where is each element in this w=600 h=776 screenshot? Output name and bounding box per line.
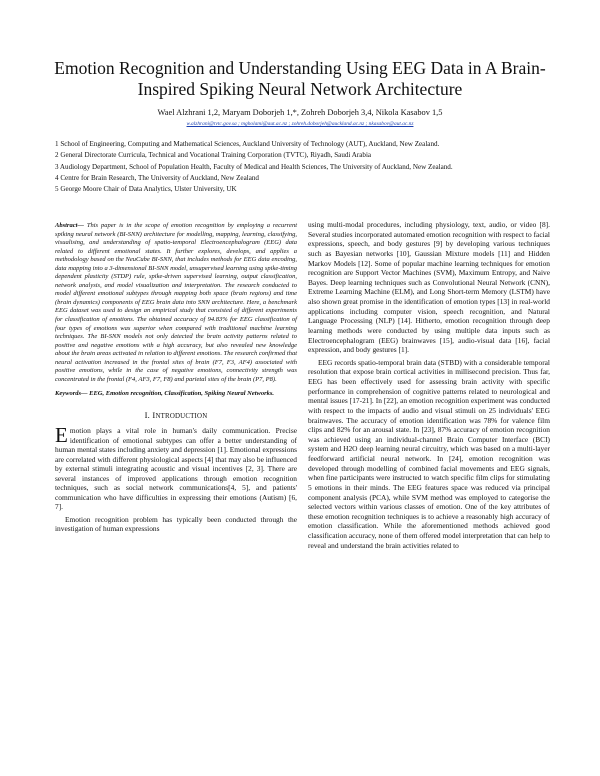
keywords-text: EEG, Emotion recognition, Classification, Spiking Neural Networks.: [87, 390, 275, 398]
section-number: I.: [144, 409, 151, 420]
author-list: Wael Alzhrani 1,2, Maryam Doborjeh 1,*, Zohreh Doborjeh 3,4, Nikola Kasabov 1,5: [157, 108, 443, 117]
drop-cap: E: [55, 422, 68, 447]
affiliation-list: [55, 139, 555, 195]
affiliation-item: 5 George Moore Chair of Data Analytics, Ulster University, UK: [55, 185, 237, 194]
affiliation-item: 4 Centre for Brain Research, The University of Auckland, New Zealand: [55, 173, 259, 182]
paragraph: Emotion recognition problem has typically been conducted through the investigation of human expressions: [55, 514, 297, 534]
paragraph: EEG records spatio-temporal brain data (STBD) with a considerable temporal resolution that expose brain cortical activities in millisecond precision. Thus far, EEG has been effectively used for assessing brain activity with specific performance in comprehension of cognitive patterns related to neurological and mental issues [17-21]. In [22], an emotion recognition experiment was conducted with respect to the impacts of audio and visual stimuli on 25 individuals' EEG brainwaves. The accuracy of emotion identification was 78% for valence film clips and 82% for an arousal state. In [23], 87% accuracy of emotion recognition was achieved using an individual-channel Brain Computer Interface (BCI) system and H2O deep learning neural circuitry, which was based on a multi-layer feedforward artificial neural network. In [24], emotion recognition was developed through modelling of combined facial movements and EEG signals, when fine participants were instructed to watch specific film clips for stimulating 5 emotions in their minds. The EEG features space was reduced via principal component analysis (PCA), while SVM method was employed to categorise the selected vectors within various classes of emotion. One of the key attributes of these emotion recognition techniques is to achieve a reasonably high accuracy of emotion classification. While the aforementioned methods achieved good classification accuracy, none of them offered model interpretation that can help to reveal and understand the brain activities related to: [308, 357, 550, 550]
keywords: [55, 390, 297, 399]
paragraph-text: motion plays a vital role in human's daily communication. Precise identification of emotional subtypes can offer a better understanding of human mental states including anxiety and depression [1]. Emotional expressions are correlated with different physiological aspects [4] that may also be influenced by external stimuli integrating acoustic and visual incentives [2, 3]. There are several instances of improved applications through emotion recognition techniques, such as social network communications[4, 5], and patients' communication who have difficulties in expressing their emotions (Autism) [6, 7].: [55, 425, 297, 512]
abstract: [55, 222, 297, 384]
right-column: [308, 220, 550, 553]
keywords-label: Keywords—: [55, 390, 88, 398]
affiliation-item: 1 School of Engineering, Computing and Mathematical Sciences, Auckland University of Technology (AUT), Auckland, New Zealand.: [55, 140, 440, 148]
introduction-text: [55, 422, 297, 534]
paragraph: using multi-modal procedures, including physiology, text, audio, or video [8]. Several studies incorporated automated emotion recognition with respect to facial expressions, speech, and body gestures [9] by developing various techniques such as Bayesian networks [10], Gaussian Mixture models [11] and Hidden Markov Models [12]. Some of popular machine learning techniques for emotion recognition are Support Vector Machines (SVM), Maximum Entropy, and Naive Bayes. Deep learning techniques such as Convolutional Neural Network (CNN), Extreme Learning Machine (ELM), and Long Short-term Memory (LSTM) have also shown great promise in the identification of emotion types [13] in real-world applications including computer vision, speech recognition, and Natural Language Processing (NLP) [14]. Hitherto, emotion recognition through deep learning methods were conducted by using multiple data inputs such as Electroencephalogram (EEG) brainwaves [15], audio-visual data [16], facial expression, and body gestures [1].: [308, 220, 550, 355]
left-column: [55, 222, 297, 537]
paragraph: [55, 422, 297, 512]
section-title-initial: I: [152, 409, 156, 420]
section-title-rest: NTRODUCTION: [155, 412, 208, 420]
paper-title: Emotion Recognition and Understanding Using EEG Data in A Brain-Inspired Spiking Neural Network Architecture: [54, 58, 546, 99]
abstract-label: Abstract—: [55, 222, 84, 229]
affiliation-item: 2 General Directorate Curricula, Technical and Vocational Training Corporation (TVTC), Riyadh, Saudi Arabia: [55, 151, 372, 160]
section-heading-introduction: [55, 410, 297, 420]
abstract-text: This paper is in the scope of emotion recognition by employing a recurrent spiking neural network (BI-SNN) architecture for modelling, mapping, learning, classifying, visualising, and understanding of spatio-temporal Electroencephalogram (EEG) data related to different emotional states. It further explores, develops, and applies a methodology based on the NeuCube BI-SNN, that includes methods for EEG data encoding, data mapping into a 3-dimensional BI-SNN model, unsupervised learning using spike-timing dependent plasticity (STDP) rule, spike-driven supervised learning, output classification, network analysis, and model visualization and interpretation. The research conducted to model different emotional subtypes through mapping both space (brain regions) and time (brain dynamics) components of EEG brain data into SNN architecture. Here, a benchmark EEG dataset was used to design an empirical study that consisted of different experiments for classification of emotions. The obtained accuracy of 94.83% for EEG classification of four types of emotions was superior when compared with traditional machine learning techniques. The BI-SNN models not only detected the brain activity patterns related to positive and negative emotions with a high accuracy, but also revealed new knowledge about the brain areas activated in relation to different emotions. The research confirmed that neural activation increased in the frontal sites of brain (F7, F3, AF4) associated with positive emotions, while in the case of negative emotions, connectivity strength was concentrated in the frontal (F4, AF3, F7, F8) and parietal sites of the brain (P7, P8).: [55, 222, 297, 383]
affiliation-item: 3 Audiology Department, School of Population Health, Faculty of Medical and Health Sciences, The University of Auckland, New Zealand.: [55, 162, 453, 171]
author-emails[interactable]: w.alzhrani@tvtc.gov.sa ; mgholami@aut.ac.nz ; zohreh.doborjeh@auckland.ac.nz ; nkasabov@aut.ac.nz: [186, 121, 414, 127]
